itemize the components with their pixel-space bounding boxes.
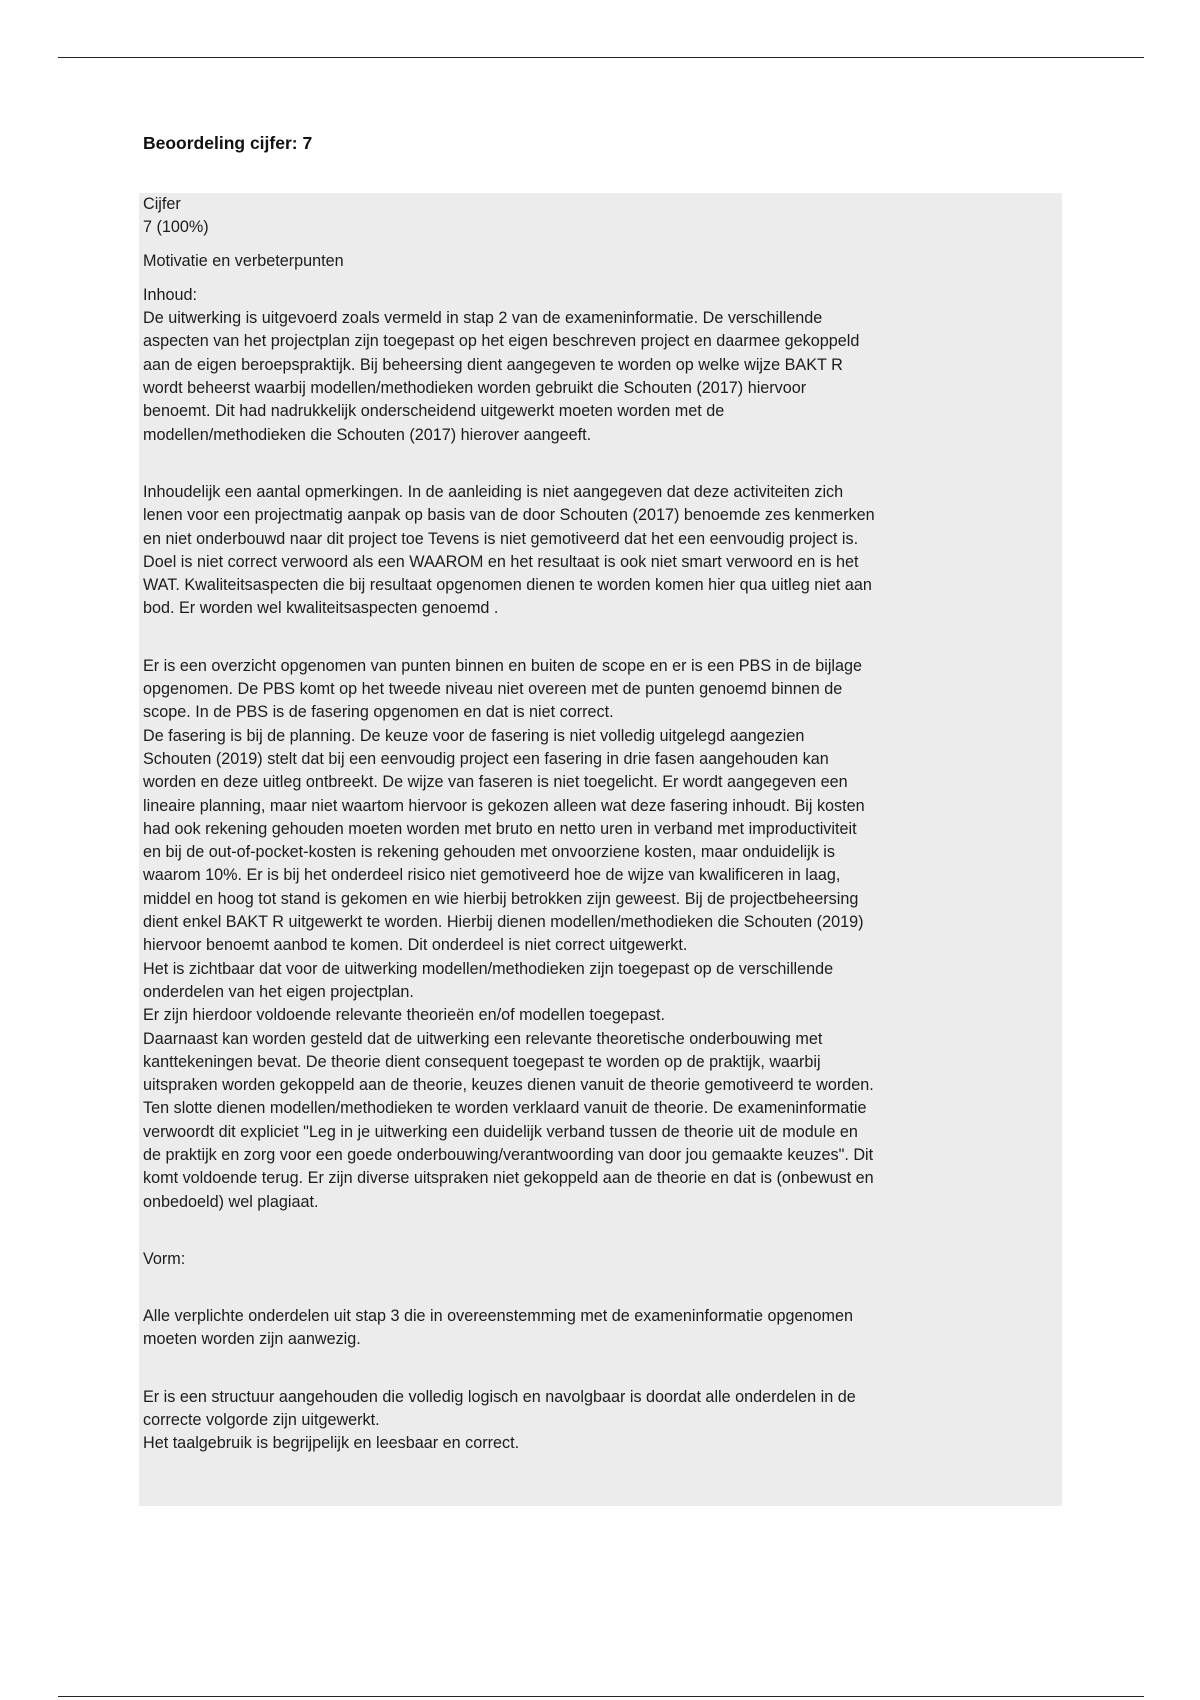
paragraph-line: aspecten van het projectplan zijn toegepast op het eigen beschreven project en daarmee gekoppeld (143, 332, 860, 351)
paragraph-line: hiervoor benoemt aanbod te komen. Dit onderdeel is niet correct uitgewerkt. (143, 936, 688, 955)
feedback-paragraph (143, 1386, 1058, 1456)
paragraph-line: worden en deze uitleg ontbreekt. De wijze van faseren is niet toegelicht. Er wordt aangegeven een (143, 773, 848, 792)
paragraph-line: bod. Er worden wel kwaliteitsaspecten genoemd . (143, 599, 499, 618)
page-heading: Beoordeling cijfer: 7 (143, 133, 313, 153)
paragraph-line: verwoordt dit expliciet "Leg in je uitwerking een duidelijk verband tussen de theorie uit de module en (143, 1122, 858, 1141)
bottom-divider (58, 1696, 1144, 1697)
paragraph-line: Schouten (2019) stelt dat bij een eenvoudig project een fasering in drie fasen aangehouden kan (143, 749, 829, 768)
feedback-content (143, 193, 1058, 1456)
paragraph-line: aan de eigen beroepspraktijk. Bij beheersing dient aangegeven te worden op welke wijze BAKT R (143, 355, 843, 374)
paragraph-line: Er is een overzicht opgenomen van punten binnen en buiten de scope en er is een PBS in de bijlage (143, 656, 863, 675)
paragraph-line: De fasering is bij de planning. De keuze voor de fasering is niet volledig uitgelegd aangezien (143, 726, 805, 745)
paragraph-line: Het is zichtbaar dat voor de uitwerking modellen/methodieken zijn toegepast op de verschillende (143, 959, 834, 978)
paragraph-line: dient enkel BAKT R uitgewerkt te worden. Hierbij dienen modellen/methodieken die Schouten (2019) (143, 913, 864, 932)
top-divider (58, 57, 1144, 58)
paragraph-line: onderdelen van het eigen projectplan. (143, 982, 414, 1001)
paragraph-line: Inhoudelijk een aantal opmerkingen. In de aanleiding is niet aangegeven dat deze activiteiten zich (143, 482, 844, 501)
grade-value: 7 (100%) (143, 218, 209, 237)
paragraph-line: wordt beheerst waarbij modellen/methodieken worden gebruikt die Schouten (2017) hiervoor (143, 379, 807, 398)
paragraph-line: modellen/methodieken die Schouten (2017) hierover aangeeft. (143, 425, 592, 444)
feedback-blocks (143, 284, 1058, 1456)
paragraph-line: correcte volgorde zijn uitgewerkt. (143, 1411, 380, 1430)
paragraph-line: had ook rekening gehouden moeten worden met bruto en netto uren in verband met improductiviteit (143, 819, 857, 838)
paragraph-line: De uitwerking is uitgevoerd zoals vermeld in stap 2 van de exameninformatie. De verschillende (143, 309, 823, 328)
paragraph-line: Er zijn hierdoor voldoende relevante theorieën en/of modellen toegepast. (143, 1006, 665, 1025)
paragraph-line: Vorm: (143, 1249, 186, 1268)
paragraph-line: en niet onderbouwd naar dit project toe Tevens is niet gemotiveerd dat het een eenvoudig project is. (143, 529, 859, 548)
motivation-title: Motivatie en verbeterpunten (143, 251, 344, 270)
paragraph-line: WAT. Kwaliteitsaspecten die bij resultaat opgenomen dienen te worden komen hier qua uitleg niet aan (143, 576, 872, 595)
paragraph-line: kanttekeningen bevat. De theorie dient consequent toegepast te worden op de praktijk, waarbij (143, 1052, 821, 1071)
paragraph-line: Het taalgebruik is begrijpelijk en leesbaar en correct. (143, 1434, 520, 1453)
feedback-paragraph (143, 481, 1058, 621)
feedback-paragraph (143, 655, 1058, 1214)
paragraph-line: waarom 10%. Er is bij het onderdeel risico niet gemotiveerd hoe de wijze van kwalificeren in laag, (143, 866, 841, 885)
grade-label: Cijfer (143, 195, 181, 213)
feedback-paragraph (143, 1305, 1058, 1352)
paragraph-line: scope. In de PBS is de fasering opgenomen en dat is niet correct. (143, 703, 614, 722)
paragraph-line: middel en hoog tot stand is gekomen en wie hierbij betrokken zijn geweest. Bij de projectbeheersing (143, 889, 859, 908)
paragraph-line: Inhoud: (143, 285, 198, 304)
paragraph-line: de praktijk en zorg voor een goede onderbouwing/verantwoording van door jou gemaakte keuzes". Dit (143, 1145, 874, 1164)
paragraph-line: en bij de out-of-pocket-kosten is rekening gehouden met onvoorziene kosten, maar onduidelijk is (143, 843, 835, 862)
paragraph-line: Daarnaast kan worden gesteld dat de uitwerking een relevante theoretische onderbouwing met (143, 1029, 823, 1048)
paragraph-line: moeten worden zijn aanwezig. (143, 1330, 361, 1349)
paragraph-line: lenen voor een projectmatig aanpak op basis van de door Schouten (2017) benoemde zes kenmerken (143, 506, 875, 525)
paragraph-line: onbedoeld) wel plagiaat. (143, 1192, 319, 1211)
feedback-paragraph (143, 284, 1058, 447)
paragraph-line: Doel is niet correct verwoord als een WAAROM en het resultaat is ook niet smart verwoord en is het (143, 552, 859, 571)
paragraph-line: uitspraken worden gekoppeld aan de theorie, keuzes dienen vanuit de theorie gemotiveerd te worden. (143, 1076, 874, 1095)
paragraph-line: Alle verplichte onderdelen uit stap 3 die in overeenstemming met de exameninformatie opgenomen (143, 1307, 853, 1326)
paragraph-line: Ten slotte dienen modellen/methodieken te worden verklaard vanuit de theorie. De exameninformatie (143, 1099, 867, 1118)
paragraph-line: opgenomen. De PBS komt op het tweede niveau niet overeen met de punten genoemd binnen de (143, 680, 843, 699)
paragraph-line: lineaire planning, maar niet waartom hiervoor is gekozen alleen wat deze fasering inhoudt. Bij kosten (143, 796, 865, 815)
paragraph-line: benoemt. Dit had nadrukkelijk onderscheidend uitgewerkt moeten worden met de (143, 402, 725, 421)
paragraph-line: komt voldoende terug. Er zijn diverse uitspraken niet gekoppeld aan de theorie en dat is (onbewust en (143, 1169, 874, 1188)
grade-section (143, 193, 1058, 240)
feedback-paragraph (143, 1248, 1058, 1271)
paragraph-line: Er is een structuur aangehouden die volledig logisch en navolgbaar is doordat alle onderdelen in de (143, 1387, 856, 1406)
